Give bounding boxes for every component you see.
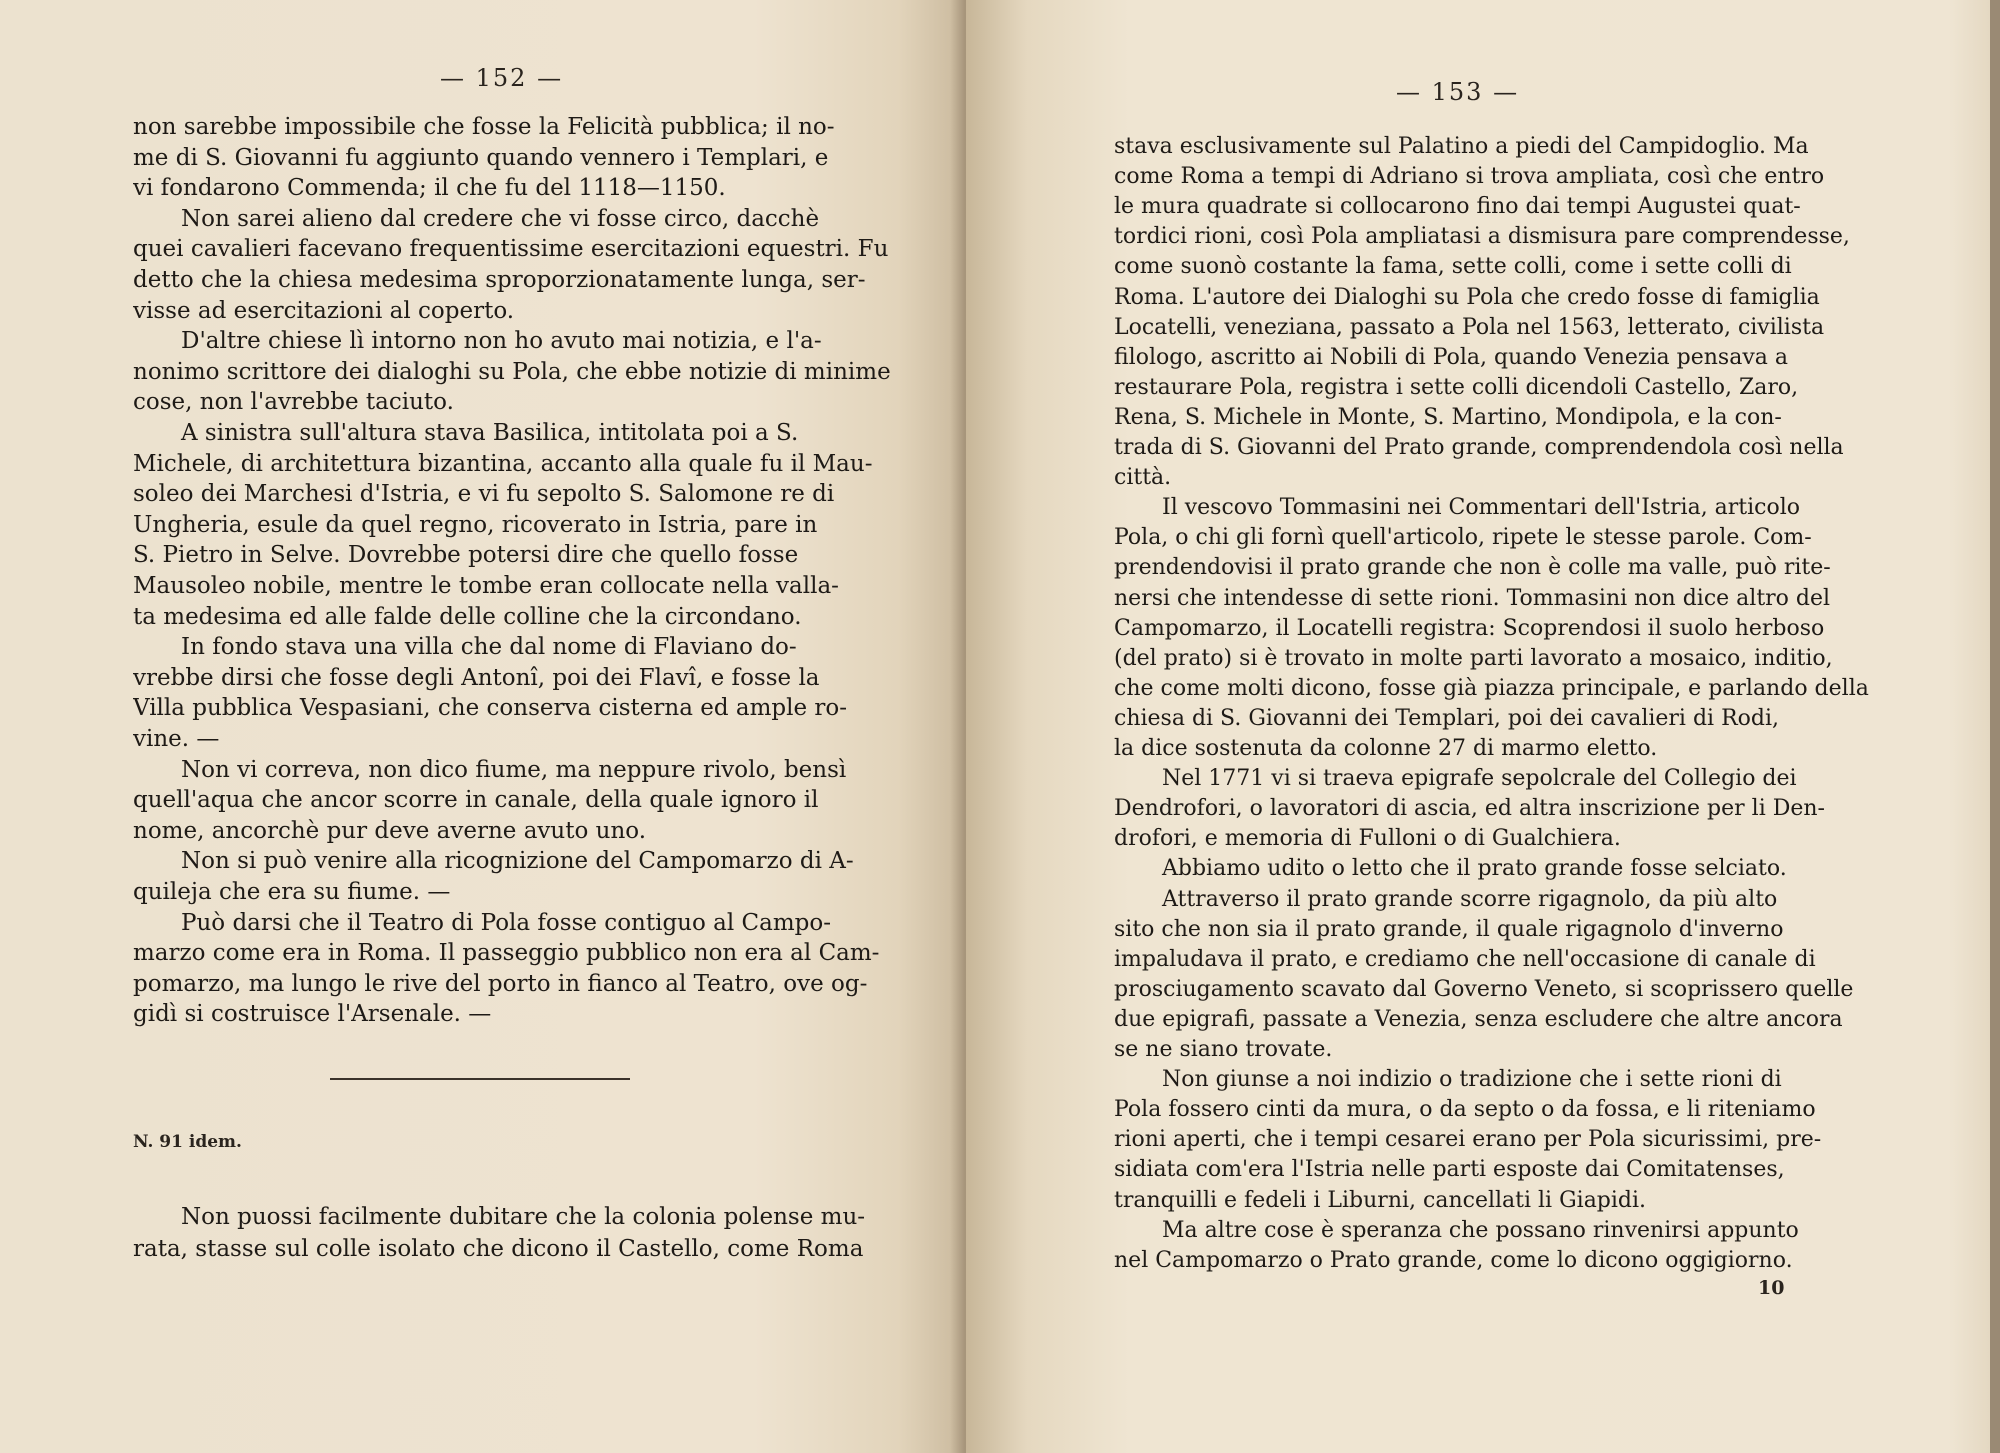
- text-line: tranquilli e fedeli i Liburni, cancellati li Giapidi.: [1114, 1187, 1647, 1213]
- text-line: pomarzo, ma lungo le rive del porto in fianco al Teatro, ove og-: [133, 970, 868, 997]
- text-line: Abbiamo udito o letto che il prato grande fosse selciato.: [1162, 856, 1787, 882]
- signature-mark: 10: [1758, 1277, 1785, 1299]
- text-line: la dice sostenuta da colonne 27 di marmo eletto.: [1114, 736, 1658, 761]
- text-line: Mausoleo nobile, mentre le tombe eran collocate nella valla-: [133, 573, 839, 599]
- text-line: In fondo stava una villa che dal nome di Flaviano do-: [181, 634, 797, 661]
- text-line: nel Campomarzo o Prato grande, come lo dicono oggigiorno.: [1114, 1247, 1793, 1273]
- text-line: come Roma a tempi di Adriano si trova ampliata, così che entro: [1114, 164, 1825, 190]
- text-line: trada di S. Giovanni del Prato grande, comprendendola così nella: [1114, 435, 1844, 460]
- page-number-left: — 152 —: [440, 64, 564, 92]
- left-page: [0, 0, 966, 1453]
- text-line: sidiata com'era l'Istria nelle parti esposte dai Comitatenses,: [1114, 1157, 1785, 1183]
- text-line: Pola fossero cinti da mura, o da septo o da fossa, e li riteniamo: [1114, 1097, 1816, 1123]
- text-line: drofori, e memoria di Fulloni o di Gualchiera.: [1114, 826, 1621, 852]
- page-edge: [1990, 0, 2000, 1453]
- text-line: vi fondarono Commenda; il che fu del 1118—1150.: [133, 175, 726, 202]
- text-line: non sarebbe impossibile che fosse la Felicità pubblica; il no-: [133, 114, 835, 140]
- text-line: S. Pietro in Selve. Dovrebbe potersi dire che quello fosse: [133, 542, 799, 569]
- text-line: Ma altre cose è speranza che possano rinvenirsi appunto: [1162, 1217, 1799, 1243]
- text-line: restaurare Pola, registra i sette colli dicendoli Castello, Zaro,: [1114, 374, 1799, 400]
- text-line: Villa pubblica Vespasiani, che conserva cisterna ed ample ro-: [133, 695, 847, 722]
- text-line: A sinistra sull'altura stava Basilica, intitolata poi a S.: [181, 420, 799, 446]
- text-line: Michele, di architettura bizantina, accanto alla quale fu il Mau-: [133, 450, 873, 477]
- text-line: ta medesima ed alle falde delle colline che la circondano.: [133, 603, 802, 630]
- text-line: soleo dei Marchesi d'Istria, e vi fu sepolto S. Salomone re di: [133, 481, 835, 508]
- text-line: cose, non l'avrebbe taciuto.: [133, 389, 454, 416]
- text-line: quei cavalieri facevano frequentissime esercitazioni equestri. Fu: [133, 236, 889, 263]
- text-line: Non puossi facilmente dubitare che la colonia polense mu-: [181, 1204, 866, 1230]
- text-line: Non si può venire alla ricognizione del Campomarzo di A-: [181, 848, 854, 875]
- text-line: le mura quadrate si collocarono fino dai tempi Augustei quat-: [1114, 194, 1801, 220]
- text-line: prendendovisi il prato grande che non è colle ma valle, può rite-: [1114, 555, 1831, 581]
- text-line: Dendrofori, o lavoratori di ascia, ed altra inscrizione per li Den-: [1114, 796, 1825, 822]
- text-line: (del prato) si è trovato in molte parti lavorato a mosaico, inditio,: [1114, 645, 1833, 671]
- text-line: gidì si costruisce l'Arsenale. —: [133, 1001, 492, 1028]
- text-line: rioni aperti, che i tempi cesarei erano per Pola sicurissimi, pre-: [1114, 1127, 1822, 1153]
- text-line: Campomarzo, il Locatelli registra: Scoprendosi il suolo herboso: [1114, 615, 1825, 641]
- text-line: chiesa di S. Giovanni dei Templari, poi dei cavalieri di Rodi,: [1114, 705, 1779, 731]
- text-line: se ne siano trovate.: [1114, 1037, 1333, 1062]
- text-line: Ungheria, esule da quel regno, ricoverato in Istria, pare in: [133, 511, 818, 538]
- text-line: impaludava il prato, e crediamo che nell'occasione di canale di: [1114, 946, 1816, 972]
- section-rule: [330, 1078, 630, 1080]
- text-line: Roma. L'autore dei Dialoghi su Pola che credo fosse di famiglia: [1114, 284, 1820, 310]
- text-line: Non sarei alieno dal credere che vi fosse circo, dacchè: [181, 205, 820, 232]
- text-line: Non giunse a noi indizio o tradizione che i sette rioni di: [1162, 1067, 1782, 1093]
- text-line: rata, stasse sul colle isolato che dicono il Castello, come Roma: [133, 1236, 864, 1262]
- page-number-right: — 153 —: [1396, 78, 1520, 106]
- text-line: Attraverso il prato grande scorre rigagnolo, da più alto: [1162, 886, 1778, 912]
- text-line: me di S. Giovanni fu aggiunto quando vennero i Templari, e: [133, 144, 829, 171]
- right-page: [966, 0, 1990, 1453]
- text-line: Locatelli, veneziana, passato a Pola nel 1563, letterato, civilista: [1114, 314, 1825, 340]
- text-line: nersi che intendesse di sette rioni. Tommasini non dice altro del: [1114, 585, 1831, 611]
- text-line: Può darsi che il Teatro di Pola fosse contiguo al Campo-: [181, 909, 831, 936]
- text-line: nome, ancorchè pur deve averne avuto uno.: [133, 817, 647, 844]
- text-line: Rena, S. Michele in Monte, S. Martino, Mondipola, e la con-: [1114, 404, 1782, 430]
- text-line: vrebbe dirsi che fosse degli Antonî, poi dei Flavî, e fosse la: [133, 664, 820, 691]
- text-line: sito che non sia il prato grande, il quale rigagnolo d'inverno: [1114, 916, 1784, 942]
- text-line: Non vi correva, non dico fiume, ma neppure rivolo, bensì: [181, 756, 847, 783]
- text-line: tordici rioni, così Pola ampliatasi a dismisura pare comprendesse,: [1114, 224, 1850, 250]
- section-note: N. 91 idem.: [133, 1132, 242, 1152]
- text-line: Nel 1771 vi si traeva epigrafe sepolcrale del Collegio dei: [1162, 766, 1797, 792]
- text-line: marzo come era in Roma. Il passeggio pubblico non era al Cam-: [133, 940, 880, 967]
- text-line: Il vescovo Tommasini nei Commentari dell'Istria, articolo: [1162, 495, 1801, 521]
- text-line: stava esclusivamente sul Palatino a piedi del Campidoglio. Ma: [1114, 134, 1809, 159]
- text-line: filologo, ascritto ai Nobili di Pola, quando Venezia pensava a: [1114, 344, 1788, 370]
- text-line: D'altre chiese lì intorno non ho avuto mai notizia, e l'a-: [181, 328, 822, 355]
- text-line: vine. —: [133, 726, 220, 752]
- text-line: detto che la chiesa medesima sproporzionatamente lunga, ser-: [133, 267, 866, 293]
- text-line: Pola, o chi gli fornì quell'articolo, ripete le stesse parole. Com-: [1114, 525, 1812, 551]
- text-line: quell'aqua che ancor scorre in canale, della quale ignoro il: [133, 787, 819, 814]
- text-line: prosciugamento scavato dal Governo Veneto, si scoprissero quelle: [1114, 976, 1854, 1002]
- text-line: che come molti dicono, fosse già piazza principale, e parlando della: [1114, 675, 1869, 701]
- text-line: città.: [1114, 465, 1172, 491]
- text-line: quileja che era su fiume. —: [133, 879, 451, 905]
- text-line: nonimo scrittore dei dialoghi su Pola, che ebbe notizie di minime: [133, 358, 891, 385]
- text-line: visse ad esercitazioni al coperto.: [133, 297, 515, 324]
- text-line: due epigrafi, passate a Venezia, senza escludere che altre ancora: [1114, 1006, 1843, 1032]
- text-line: come suonò costante la fama, sette colli, come i sette colli di: [1114, 254, 1792, 280]
